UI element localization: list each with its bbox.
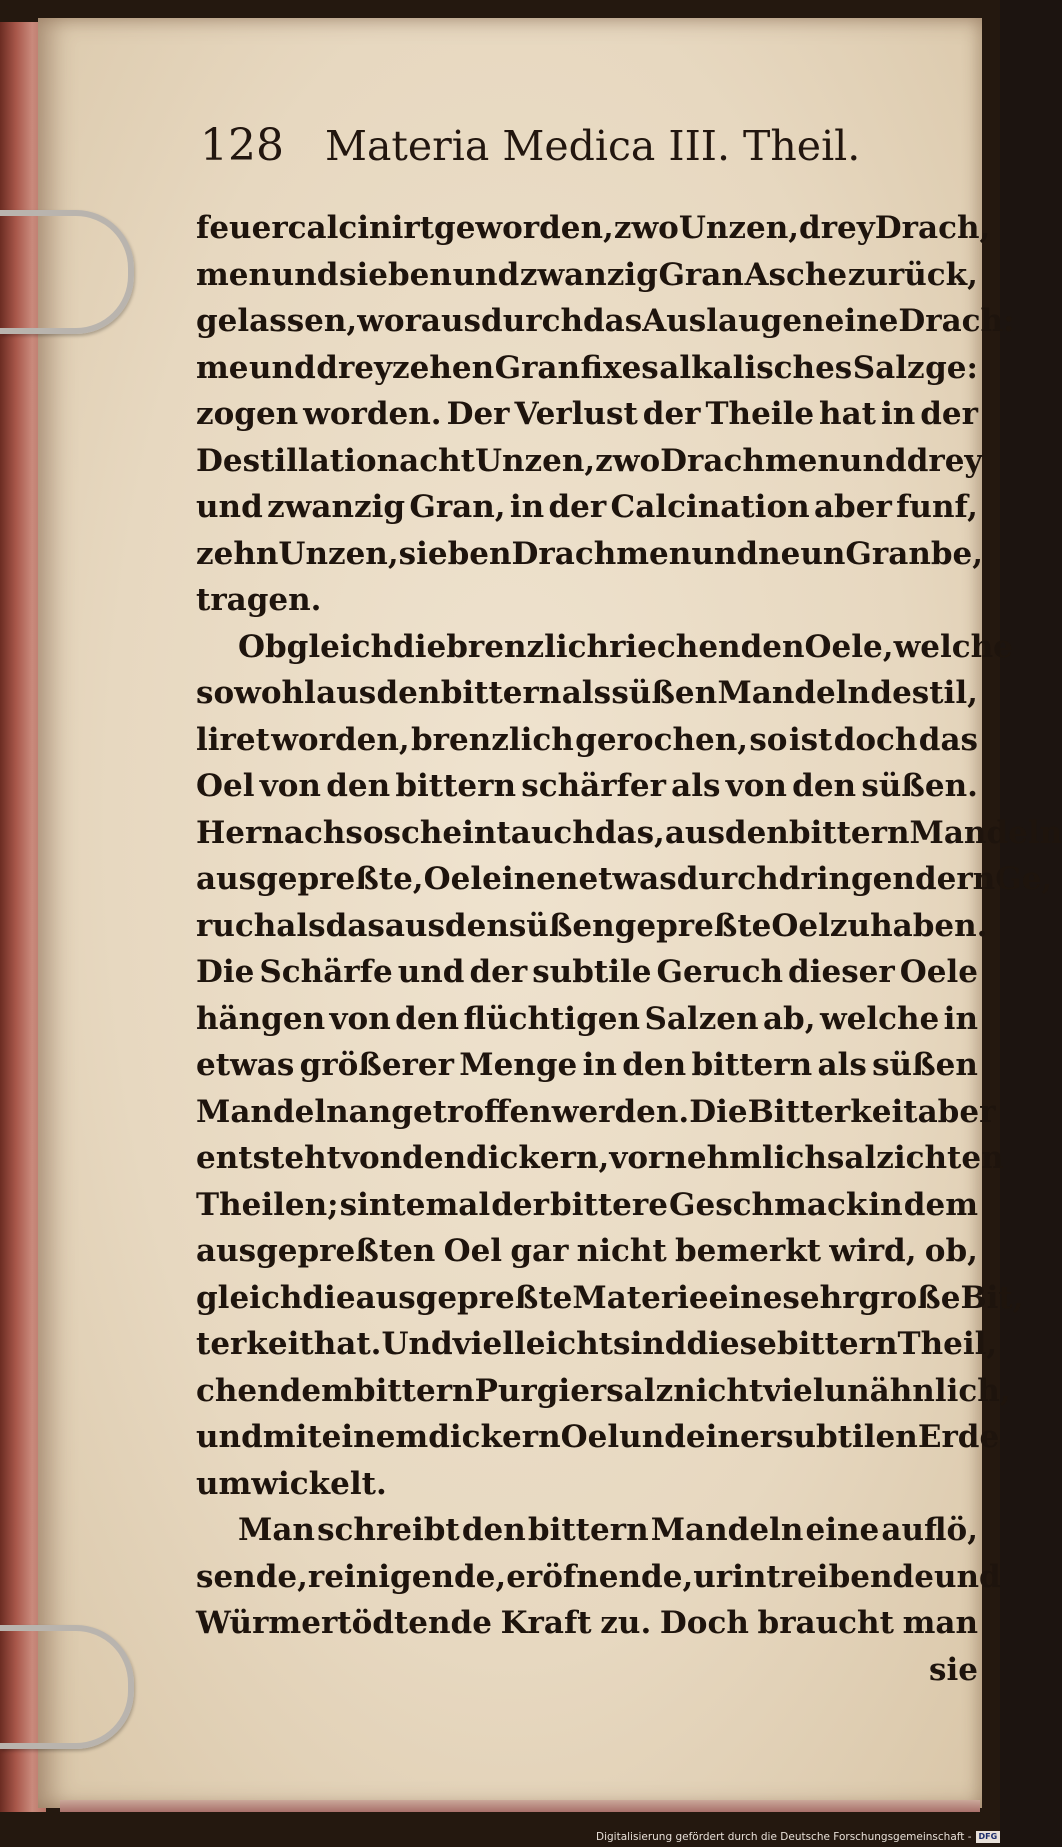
word: man: [902, 1605, 978, 1641]
word: und: [839, 442, 907, 479]
word: aus: [316, 675, 377, 711]
word: Geruch: [656, 954, 783, 990]
word: süßen: [872, 1047, 978, 1083]
text-line: [196, 1042, 978, 1089]
word: von: [329, 1000, 391, 1037]
word: etwas: [196, 1047, 295, 1083]
word: aber: [813, 489, 892, 525]
word: doch: [833, 721, 918, 758]
word: sende,: [196, 1558, 308, 1595]
word: vornehmlich: [609, 1140, 827, 1176]
word: Drach,: [874, 210, 991, 246]
word: ab,: [762, 1000, 816, 1037]
word: fixes: [580, 349, 659, 386]
text-line: [196, 903, 988, 950]
word: so: [345, 814, 384, 851]
word: bittern: [788, 814, 910, 851]
word: das,: [594, 814, 665, 851]
word: und: [196, 489, 263, 525]
word: zu.: [600, 1605, 652, 1641]
word: zwanzig: [519, 256, 658, 293]
word: Hernach: [196, 814, 346, 851]
word: den: [444, 907, 509, 944]
word: schärfer: [521, 768, 666, 804]
word: umwickelt.: [196, 1465, 387, 1502]
word: und: [452, 256, 520, 293]
text-line: [196, 1461, 978, 1508]
word: schreibt: [317, 1512, 460, 1548]
word: und: [619, 1419, 686, 1455]
page-clip-bottom: [0, 1625, 134, 1749]
word: welche: [893, 628, 1013, 665]
running-title: Materia Medica III. Theil.: [325, 122, 861, 170]
word: als: [276, 907, 326, 944]
word: Mandeln: [717, 675, 871, 711]
word: einen: [482, 861, 579, 897]
word: brenzlichriechenden: [446, 628, 805, 665]
word: Destillation: [196, 442, 400, 479]
word: süßen.: [861, 768, 978, 804]
word: sowohl: [196, 675, 316, 711]
word: in: [868, 1186, 903, 1223]
word: sind: [613, 1326, 687, 1362]
word: Asche: [744, 256, 848, 293]
word: zwo: [595, 442, 661, 479]
word: subtilen: [776, 1419, 918, 1455]
word: terkeit: [196, 1326, 314, 1362]
body-text: [196, 205, 1062, 1693]
word: das: [918, 721, 978, 758]
word: hat: [819, 396, 876, 432]
word: bittern: [691, 1047, 813, 1083]
word: die: [393, 628, 447, 665]
word: destil,: [870, 675, 978, 711]
word: zurück,: [847, 256, 978, 293]
word: Oel: [560, 1419, 620, 1455]
word: dickern,: [466, 1140, 610, 1176]
word: der: [920, 396, 978, 432]
text-line: [196, 1275, 1024, 1322]
text-line: [196, 763, 978, 810]
word: drey: [799, 210, 875, 246]
word: Gran: [845, 535, 931, 572]
word: und: [249, 349, 316, 386]
word: dickern: [428, 1419, 561, 1455]
word: funf,: [896, 489, 978, 525]
word: Die: [689, 1093, 748, 1130]
word: Oele: [899, 954, 978, 990]
word: liret: [196, 721, 270, 758]
word: diese: [686, 1326, 777, 1362]
word: men: [196, 256, 272, 293]
word: dem: [903, 1186, 978, 1223]
word: Theil,: [897, 1326, 998, 1362]
text-line: [196, 856, 1053, 903]
word: dem: [279, 1372, 354, 1409]
word: acht: [399, 442, 475, 479]
text-line: [196, 391, 978, 438]
word: Mandeln: [196, 1093, 349, 1130]
word: dieser: [788, 954, 895, 990]
text-line: [196, 810, 1062, 857]
word: ausgepreßte: [355, 1279, 573, 1316]
word: in: [509, 489, 545, 525]
word: worden,: [271, 721, 410, 758]
word: und: [691, 535, 759, 572]
dfg-logo: DFG: [976, 1831, 1001, 1843]
word: Oel: [771, 907, 830, 944]
word: sieben: [398, 535, 512, 572]
word: Die: [196, 954, 255, 990]
word: größerer: [299, 1047, 454, 1083]
word: me: [196, 349, 249, 386]
word: Würmertödtende: [196, 1605, 492, 1641]
word: Der: [446, 396, 510, 432]
word: sie: [929, 1651, 978, 1688]
word: ausgepreßten: [196, 1233, 436, 1269]
word: ge:: [925, 349, 978, 386]
text-line: [196, 205, 991, 252]
word: bittern: [440, 675, 562, 711]
word: Doch: [659, 1605, 749, 1641]
word: neun: [758, 535, 846, 572]
text-line: [196, 1368, 1011, 1415]
text-line: [196, 1228, 978, 1275]
word: durchdringendern: [676, 861, 996, 897]
word: flüchtigen: [463, 1000, 641, 1037]
word: eine: [805, 1512, 880, 1548]
word: hängen: [196, 1000, 326, 1037]
word: süßen: [611, 675, 718, 711]
word: als: [817, 1047, 867, 1083]
word: feuer: [196, 210, 288, 246]
word: haben.: [870, 907, 988, 944]
word: Theile: [705, 396, 815, 432]
text-line: [196, 1600, 978, 1647]
word: der: [642, 396, 701, 432]
word: unähnlich,: [824, 1372, 1011, 1409]
word: Bit,: [960, 1279, 1024, 1316]
word: den: [402, 1140, 467, 1176]
text-line: [196, 1414, 1000, 1461]
word: süßen: [508, 907, 615, 944]
word: große: [858, 1279, 961, 1316]
word: be,: [930, 535, 984, 572]
word: Purgiersalz: [474, 1372, 674, 1409]
word: das: [582, 303, 643, 339]
word: Materie: [572, 1279, 709, 1316]
word: nicht: [673, 1372, 764, 1409]
word: geworden,: [434, 210, 614, 246]
word: und: [933, 1558, 1001, 1595]
word: von: [340, 1140, 403, 1176]
word: den: [376, 675, 441, 711]
catchword: [196, 1647, 978, 1694]
word: so: [749, 721, 788, 758]
text-line: [196, 1321, 998, 1368]
word: ob,: [924, 1233, 978, 1269]
word: Mandeln: [909, 814, 1062, 851]
text-line: [196, 670, 978, 717]
word: aus: [384, 907, 445, 944]
word: urintreibende: [693, 1558, 934, 1595]
word: Auslaugen: [642, 303, 825, 339]
word: salzichten: [826, 1140, 1004, 1176]
word: wird,: [829, 1233, 917, 1269]
word: eine: [824, 303, 899, 339]
word: vielleicht: [452, 1326, 613, 1362]
word: Bitterkeit: [747, 1093, 918, 1130]
word: Erde: [917, 1419, 1000, 1455]
word: entsteht: [196, 1140, 341, 1176]
word: bittere: [550, 1186, 668, 1223]
word: als: [671, 768, 721, 804]
word: bittern: [353, 1372, 475, 1409]
word: Oele,: [804, 628, 894, 665]
text-line: [196, 1182, 978, 1229]
word: zwanzig: [267, 489, 406, 525]
word: hat.: [313, 1326, 382, 1362]
text-line: [196, 484, 978, 531]
word: den: [461, 1512, 526, 1548]
word: in: [943, 1000, 978, 1037]
word: eine: [708, 1279, 783, 1316]
word: gepreßte: [614, 907, 772, 944]
word: durch: [481, 303, 583, 339]
word: werden.: [551, 1093, 690, 1130]
word: der: [548, 489, 607, 525]
word: den: [326, 768, 391, 804]
word: Gran: [494, 349, 581, 386]
text-line: [196, 996, 978, 1043]
word: subtile: [532, 954, 652, 990]
word: nicht: [576, 1233, 667, 1269]
text-line: [196, 298, 1015, 345]
word: und: [271, 256, 339, 293]
word: den: [792, 768, 857, 804]
word: bemerkt: [674, 1233, 822, 1269]
word: in: [880, 396, 916, 432]
text-line: [196, 345, 978, 392]
word: den: [724, 814, 789, 851]
word: zehn: [196, 535, 279, 572]
word: viel: [763, 1372, 825, 1409]
word: Ge,: [995, 861, 1053, 897]
word: Calcination: [610, 489, 810, 525]
word: Gran: [658, 256, 744, 293]
text-line: [196, 531, 984, 578]
text-line: [196, 438, 983, 485]
word: aber: [917, 1093, 996, 1130]
word: und: [397, 954, 465, 990]
word: Gran,: [409, 489, 506, 525]
word: die: [302, 1279, 356, 1316]
text-line: [196, 577, 978, 624]
text-line: [196, 252, 978, 299]
word: dreyzehen: [316, 349, 495, 386]
page-clip-top: [0, 210, 134, 334]
word: der: [469, 954, 528, 990]
text-line: [196, 1089, 996, 1136]
word: etwas: [578, 861, 677, 897]
word: sieben: [339, 256, 452, 293]
word: als: [561, 675, 612, 711]
word: Unzen,: [474, 442, 596, 479]
word: Oel: [196, 768, 255, 804]
word: Mandeln: [650, 1512, 804, 1548]
word: alkalisches: [659, 349, 853, 386]
word: den: [622, 1047, 687, 1083]
word: Drachmen: [511, 535, 692, 572]
word: ausgepreßte,: [196, 861, 424, 897]
word: das: [325, 907, 385, 944]
word: einer: [685, 1419, 777, 1455]
word: welche: [819, 1000, 940, 1037]
word: ist: [788, 721, 833, 758]
word: Geschmack: [669, 1186, 868, 1223]
text-line: [196, 1507, 978, 1554]
word: gelassen,: [196, 303, 358, 339]
word: gar: [510, 1233, 569, 1269]
word: drey: [906, 442, 983, 479]
word: Drachmen: [660, 442, 840, 479]
word: und: [196, 1419, 263, 1455]
word: Man: [238, 1512, 315, 1548]
text-line: [196, 1554, 1001, 1601]
page-bottom-edge: [60, 1800, 980, 1812]
word: reinigende,: [307, 1558, 507, 1595]
word: den: [395, 1000, 460, 1037]
word: in: [582, 1047, 617, 1083]
word: eröfnende,: [506, 1558, 694, 1595]
word: auflö,: [881, 1512, 978, 1548]
word: Salzen: [644, 1000, 759, 1037]
word: Drach:: [898, 303, 1015, 339]
word: bittern: [395, 768, 517, 804]
word: einem: [321, 1419, 429, 1455]
word: bittern: [776, 1326, 898, 1362]
word: Unzen,: [678, 210, 800, 246]
word: Unzen,: [278, 535, 399, 572]
word: von: [725, 768, 787, 804]
word: Verlust: [514, 396, 638, 432]
word: gleich: [196, 1279, 303, 1316]
text-line: [196, 1135, 1004, 1182]
word: woraus: [357, 303, 482, 339]
text-line: [196, 624, 1013, 671]
footer-text: Digitalisierung gefördert durch die Deutsche Forschungsgemeinschaft -: [596, 1831, 972, 1843]
word: scheint: [383, 814, 511, 851]
word: mit: [262, 1419, 322, 1455]
word: auch: [510, 814, 595, 851]
word: ruch: [196, 907, 277, 944]
word: calcinirt: [287, 210, 435, 246]
word: sehr: [782, 1279, 859, 1316]
word: angetroffen: [348, 1093, 552, 1130]
word: zwo: [613, 210, 679, 246]
word: Theilen;: [196, 1186, 339, 1223]
word: der: [491, 1186, 549, 1223]
word: sintemal: [339, 1186, 491, 1223]
word: brenzlich: [411, 721, 574, 758]
word: zu: [829, 907, 871, 944]
text-line: [196, 949, 978, 996]
word: Obgleich: [238, 628, 394, 665]
word: chen: [196, 1372, 280, 1409]
word: Salz: [852, 349, 925, 386]
word: zogen: [196, 396, 299, 432]
word: Kraft: [500, 1605, 592, 1641]
word: aus: [664, 814, 725, 851]
word: Menge: [459, 1047, 578, 1083]
word: Schärfe: [259, 954, 393, 990]
word: von: [259, 768, 321, 804]
word: Oel: [423, 861, 483, 897]
page-header: [200, 112, 900, 182]
word: Oel: [443, 1233, 503, 1269]
digitization-footer: [596, 1829, 996, 1845]
word: braucht: [757, 1605, 894, 1641]
word: Und: [381, 1326, 453, 1362]
word: worden.: [303, 396, 442, 432]
page-number: 128: [200, 120, 284, 171]
text-line: [196, 717, 978, 764]
word: tragen.: [196, 582, 322, 618]
word: gerochen,: [575, 721, 749, 758]
word: bittern: [527, 1512, 649, 1548]
